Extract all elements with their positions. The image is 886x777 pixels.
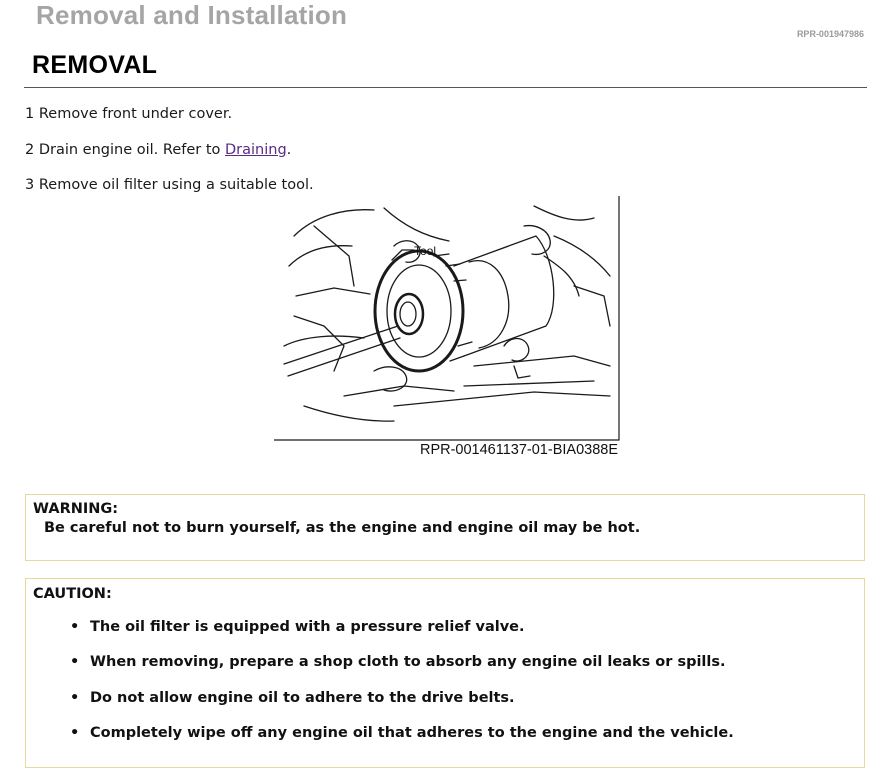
step-2 bbox=[25, 142, 291, 158]
step-1 bbox=[25, 106, 232, 122]
figure-caption: RPR-001461137-01-BIA0388E bbox=[419, 442, 618, 458]
caution-item: • When removing, prepare a shop cloth to absorb any engine oil leaks or spills. bbox=[70, 654, 726, 670]
step-number: 3 bbox=[25, 177, 35, 193]
step-text: Remove front under cover. bbox=[38, 106, 233, 122]
warning-text: Be careful not to burn yourself, as the engine and engine oil may be hot. bbox=[44, 520, 641, 536]
warning-box bbox=[25, 494, 865, 561]
step-text: Remove oil filter using a suitable tool. bbox=[38, 177, 314, 193]
step-number: 2 bbox=[25, 142, 35, 158]
step-3 bbox=[25, 177, 314, 193]
document-title: Removal and Installation bbox=[36, 0, 348, 30]
caution-item: • Completely wipe off any engine oil that adheres to the engine and the vehicle. bbox=[70, 725, 734, 741]
step-text: Drain engine oil. Refer to bbox=[38, 142, 226, 158]
tool-callout-label: Tool bbox=[414, 244, 437, 258]
oil-filter-illustration bbox=[274, 196, 620, 442]
caution-label: CAUTION: bbox=[33, 586, 112, 602]
step-number: 1 bbox=[25, 106, 35, 122]
caution-box bbox=[25, 578, 865, 768]
caution-item: • Do not allow engine oil to adhere to the drive belts. bbox=[70, 690, 515, 706]
document-id: RPR-001947986 bbox=[796, 29, 864, 39]
section-title: REMOVAL bbox=[32, 51, 158, 79]
draining-link[interactable]: Draining bbox=[225, 142, 287, 158]
caution-item: • The oil filter is equipped with a pressure relief valve. bbox=[70, 619, 525, 635]
step-text-end: . bbox=[286, 142, 292, 158]
section-divider bbox=[24, 87, 867, 88]
warning-label: WARNING: bbox=[33, 501, 119, 517]
